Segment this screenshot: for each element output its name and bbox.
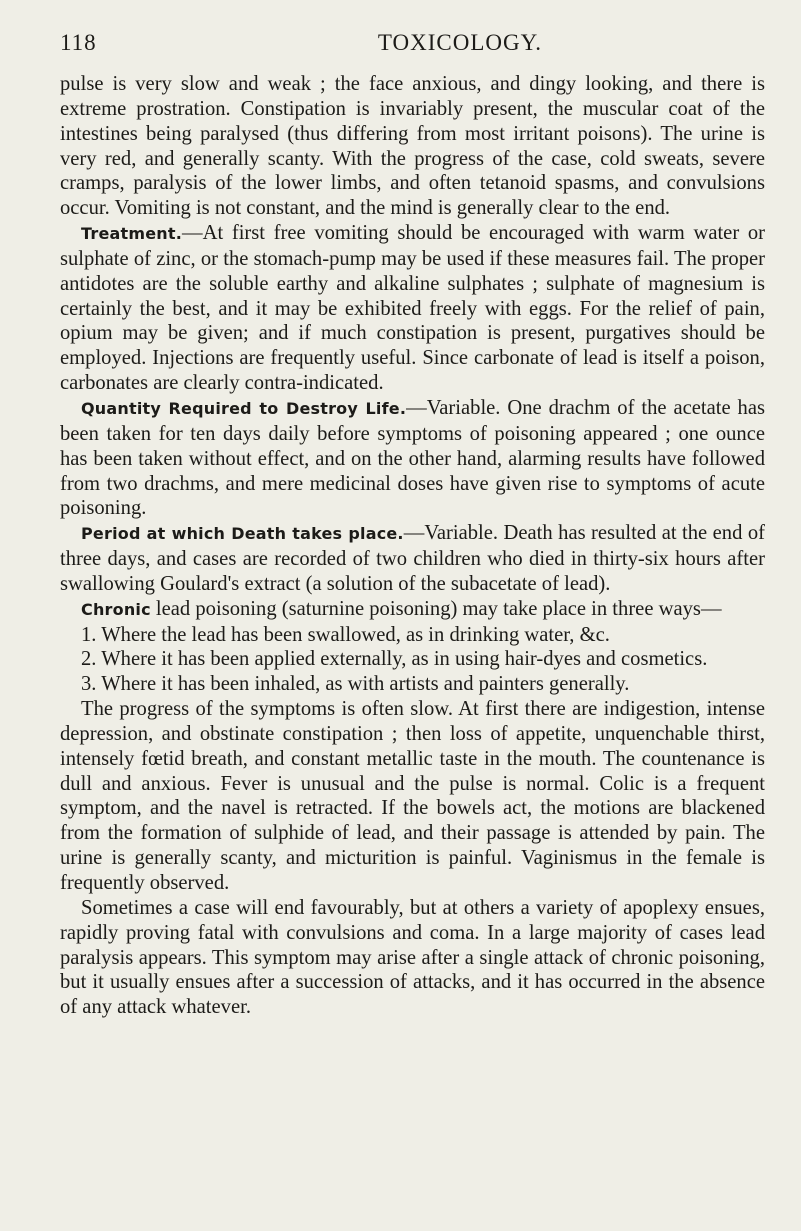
paragraph-chronic-symptoms: The progress of the symptoms is often slow. At first there are indigestion, intense depression, and obstinate constipation ; then loss of appetite, unquenchable thirst, intensely fœtid breath, and constant metallic taste in the mouth. The countenance is dull and anxious. Fever is unusual and the pulse is normal. Colic is a frequent symptom, and the navel is retracted. If the bowels act, the motions are blackened from the formation of sulphide of lead, and their passage is attended by pain. The urine is generally scanty, and micturition is painful. Vaginismus in the female is frequently observed.	[60, 698, 765, 894]
page-header	[60, 30, 765, 70]
page-number: 118	[60, 30, 97, 55]
list-item-external: 2. Where it has been applied externally, as in using hair-dyes and cosmetics.	[81, 648, 708, 671]
paragraph-outcome: Sometimes a case will end favourably, but at others a variety of apoplexy ensues, rapidly proving fatal with convulsions and coma. In a large majority of cases lead paralysis appears. This symptom may arise after a single attack of chronic poisoning, but it usually ensues after a succession of attacks, and it has occurred in the absence of any attack whatever.	[60, 896, 765, 1019]
treatment-text: —At first free vomiting should be encouraged with warm water or sulphate of zinc, or the stomach-pump may be used if these measures fail. The proper antidotes are the soluble earthy and alkaline sulphates ; sulphate of magnesium is certainly the best, and it may be exhibited freely with eggs. For the relief of pain, opium may be given; and if much constipation is present, purgatives should be employed. Injections are frequently useful. Since carbonate of lead is itself a poison, carbonates are clearly contra-indicated.	[60, 222, 765, 395]
period-text: —Variable. Death has resulted at the end of three days, and cases are recorded of two children who died in thirty-six hours after swallowing Goulard's extract (a solution of the subacetate of lead).	[60, 522, 765, 595]
paragraph-treatment	[60, 221, 765, 396]
paragraph-symptoms-continued: pulse is very slow and weak ; the face anxious, and dingy looking, and there is extreme prostration. Constipation is invariably present, the muscular coat of the intestines being paralysed (thus differing from most irritant poisons). The urine is very red, and generally scanty. With the progress of the case, cold sweats, severe cramps, paralysis of the lower limbs, and often tetanoid spasms, and convulsions occur. Vomiting is not constant, and the mind is generally clear to the end.	[60, 73, 765, 220]
treatment-heading: Treatment.	[81, 224, 182, 244]
list-item-swallowed: 1. Where the lead has been swallowed, as in drinking water, &c.	[81, 623, 610, 646]
chronic-heading: Chronic	[81, 599, 151, 619]
running-head: TOXICOLOGY.	[377, 30, 543, 55]
paragraph-period	[60, 521, 765, 597]
quantity-heading: Quantity Required to Destroy Life.	[81, 398, 407, 418]
chronic-text: lead poisoning (saturnine poisoning) may take place in three ways—	[150, 597, 722, 620]
paragraph-chronic	[60, 597, 765, 623]
list-item-inhaled: 3. Where it has been inhaled, as with artists and painters generally.	[81, 673, 630, 696]
paragraph-quantity	[60, 396, 765, 521]
body-text	[60, 72, 765, 1020]
period-heading: Period at which Death takes place.	[81, 524, 404, 544]
quantity-text: —Variable. One drachm of the acetate has been taken for ten days daily before symptoms of poisoning appeared ; one ounce has been taken without effect, and on the other hand, alarming results have followed from two drachms, and mere medicinal doses have given rise to symptoms of acute poisoning.	[60, 396, 765, 520]
